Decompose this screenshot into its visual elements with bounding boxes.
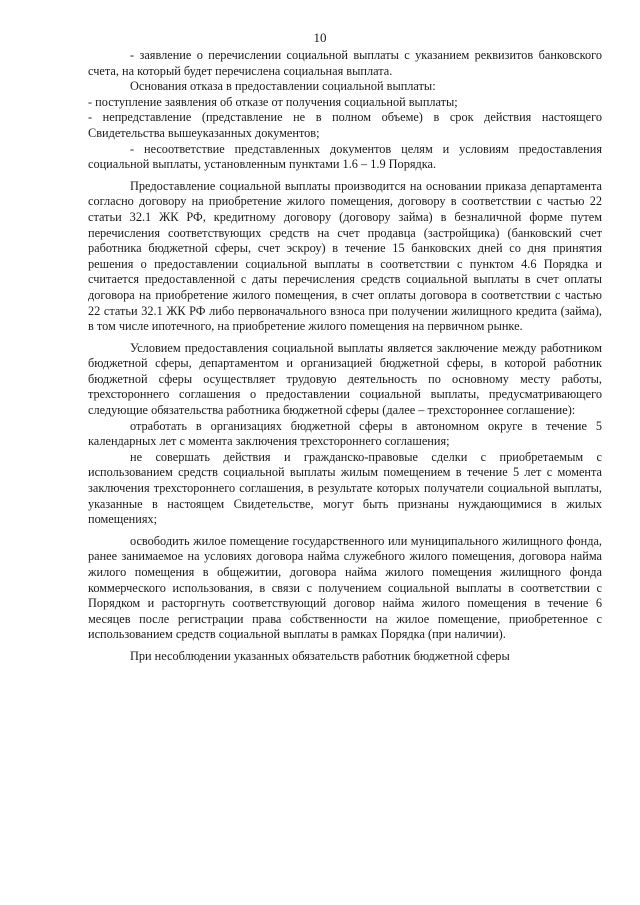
list-item-missing-documents: - непредставление (представление не в полном объеме) в срок действия настоящего Свидетельства вышеуказанных документов; [88, 110, 602, 140]
document-body [88, 48, 602, 665]
list-item-refusal-statement: - поступление заявления об отказе от получения социальной выплаты; [88, 94, 458, 109]
paragraph-payment-procedure: Предоставление социальной выплаты производится на основании приказа департамента согласно договору на приобретение жилого помещения, договору в соответствии с частью 22 статьи 32.1 ЖК РФ, кредитному договору (договору займа) в безналичной форме путем перечисления соответствующих средств на счет продавца (застройщика) (банковский счет работника бюджетной сферы, счет эскроу) в течение 15 банковских дней со дня принятия решения о предоставлении социальной выплаты в соответствии с пунктом 4.6 Порядка и считается предоставленной с даты перечисления средств социальной выплаты в счет оплаты договора на приобретение жилого помещения, в счет оплаты договора в соответствии с частью 22 статьи 32.1 ЖК РФ либо первоначального взноса при получении жилищного кредита (займа), в том числе ипотечного, на приобретение жилого помещения на первичном рынке. [88, 178, 602, 334]
obligation-vacate-housing: освободить жилое помещение государственного или муниципального жилищного фонда, ранее занимаемое на условиях договора найма служебного жилого помещения, договора найма жилого помещения в общежитии, договора найма жилого помещения жилищного фонда коммерческого использования, в связи с получением социальной выплаты в соответствии с Порядком и расторгнуть соответствующий договор найма жилого помещения в течение 6 месяцев после регистрации права собственности на жилое помещение, приобретенное с использованием средств социальной выплаты в рамках Порядка (при наличии). [88, 533, 602, 642]
paragraph-noncompliance: При несоблюдении указанных обязательств работник бюджетной сферы [130, 648, 510, 663]
obligation-work-term: отработать в организациях бюджетной сферы в автономном округе в течение 5 календарных лет с момента заключения трехстороннего соглашения; [88, 418, 602, 449]
page-number: 10 [313, 30, 327, 45]
obligation-no-transactions: не совершать действия и гражданско-правовые сделки с приобретаемым с использованием средств социальной выплаты жилым помещением в течение 5 лет с момента заключения трехстороннего соглашения, в результате которых получатели социальной выплаты, указанные в настоящем Свидетельстве, могут быть признаны нуждающимися в жилых помещениях; [88, 449, 602, 527]
paragraph-tripartite-agreement: Условием предоставления социальной выплаты является заключение между работником бюджетной сферы, департаментом и организацией бюджетной сферы, в которой работник бюджетной сферы осуществляет трудовую деятельность по основному месту работы, трехстороннего соглашения о предоставлении социальной выплаты, предусматривающего следующие обязательства работника бюджетной сферы (далее – трехстороннее соглашение): [88, 340, 602, 418]
paragraph-application-transfer: - заявление о перечислении социальной выплаты с указанием реквизитов банковского счета, на который будет перечислена социальная выплата. [88, 48, 602, 78]
paragraph-refusal-grounds: Основания отказа в предоставлении социальной выплаты: [130, 79, 436, 94]
list-item-nonconformity: - несоответствие представленных документов целям и условиям предоставления социальной выплаты, установленным пунктами 1.6 – 1.9 Порядка. [88, 141, 602, 172]
